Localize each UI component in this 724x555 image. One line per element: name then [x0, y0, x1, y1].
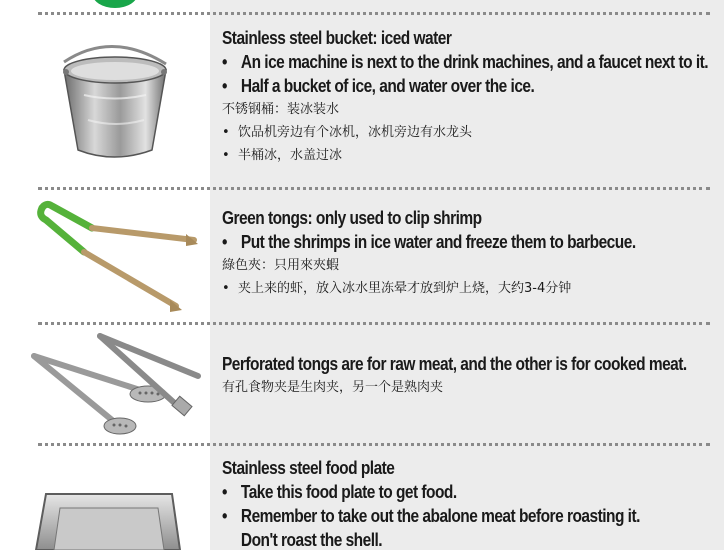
- section-title-cn: 有孔食物夹是生肉夹，另一个是熟肉夹: [222, 380, 444, 395]
- list-item: • Half a bucket of ice, and water over the ice.: [222, 76, 535, 96]
- section-title: Green tongs: only used to clip shrimp: [222, 208, 482, 228]
- list-item: • Remember to take out the abalone meat before roasting it.: [222, 506, 640, 526]
- list-item-cn: • 夹上来的虾，放入冰水里冻晕才放到炉上烧，大约3-4分钟: [222, 281, 572, 296]
- list-item-cn: • 饮品机旁边有个冰机，冰机旁边有水龙头: [222, 125, 473, 140]
- divider: [38, 187, 710, 190]
- green-tongs-icon: [36, 200, 206, 316]
- list-item: • Put the shrimps in ice water and freeze them to barbecue.: [222, 232, 636, 252]
- section-food-plate: [222, 456, 717, 552]
- section-title: Perforated tongs are for raw meat, and the other is for cooked meat.: [222, 354, 687, 374]
- section-title: Stainless steel food plate: [222, 458, 395, 478]
- divider: [38, 322, 710, 325]
- section-title-cn: 綠色夾：只用來夾蝦: [222, 258, 340, 273]
- list-item-cn: • 半桶冰，水盖过冰: [222, 148, 343, 163]
- section-title-cn: 不锈钢桶：装冰装水: [222, 102, 340, 117]
- list-item: • An ice machine is next to the drink machines, and a faucet next to it.: [222, 52, 709, 72]
- divider: [38, 443, 710, 446]
- stainless-steel-plate-icon: [32, 490, 182, 550]
- divider: [38, 12, 710, 15]
- perforated-tongs-icon: [30, 332, 206, 436]
- list-item: • Take this food plate to get food.: [222, 482, 457, 502]
- stainless-steel-bucket-icon: [54, 40, 174, 160]
- section-perforated-tongs: [222, 352, 717, 399]
- list-item: Don't roast the shell.: [240, 530, 383, 550]
- section-title: Stainless steel bucket: iced water: [222, 28, 452, 48]
- section-bucket: [222, 26, 717, 167]
- section-green-tongs: [222, 206, 717, 300]
